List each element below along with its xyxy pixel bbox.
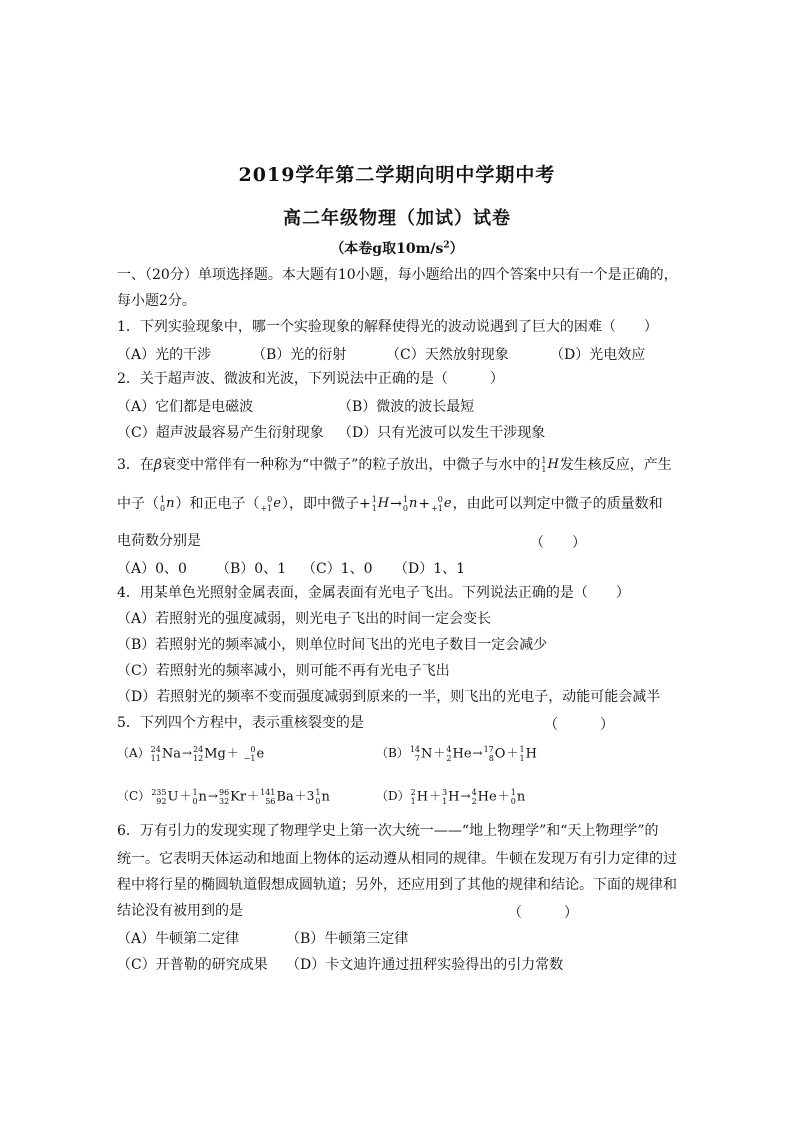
o17-nuclide: 17 8 O bbox=[483, 744, 506, 763]
q2-option-a: （A）它们都是电磁波 bbox=[117, 399, 254, 415]
q1-option-b: （B）光的衍射 bbox=[252, 347, 347, 363]
h3-nuclide: 3 1 H bbox=[442, 787, 460, 806]
q3-line1-b: 衰变中常伴有一种称为“中微子”的粒子放出，中微子与水中的 bbox=[162, 457, 541, 473]
eq-neutron: 1 0 n bbox=[402, 495, 418, 513]
q1-stem: 1．下列实验现象中，哪一个实验现象的解释使得光的波动说遇到了巨大的困难（ ） bbox=[117, 319, 658, 335]
q6-line4: 结论没有被用到的是 bbox=[117, 903, 243, 919]
q6-line1: 6．万有引力的发现实现了物理学史上第一次大统一——“地上物理学”和“天上物理学”的 bbox=[117, 823, 659, 839]
note-prefix: （本卷g取10m/s bbox=[330, 241, 444, 257]
he4-nuclide: 4 2 He bbox=[446, 744, 472, 763]
q4-option-d: （D）若照射光的频率不变而强度减弱到原来的一半，则飞出的光电子，动能可能会减半 bbox=[117, 689, 661, 705]
neutron-product-nuclide: 1 0 n bbox=[510, 787, 526, 806]
q1-option-c: （C）天然放射现象 bbox=[386, 347, 509, 363]
q5-d-label: （D） bbox=[376, 789, 410, 803]
q3-option-c: （C）1、0 bbox=[302, 561, 373, 577]
q4-option-b: （B）若照射光的频率减小，则单位时间飞出的光电子数目一定会减少 bbox=[117, 637, 548, 653]
exam-subtitle: 高二年级物理（加试）试卷 bbox=[283, 208, 511, 229]
q2-option-d: （D）只有光波可以发生干涉现象 bbox=[338, 425, 546, 441]
q5-option-c: （C） 235 92 U＋ 1 0 n→ 96 32 Kr＋ 141 56 Ba＋3 1 0 n bbox=[117, 787, 330, 806]
q6-option-d: （D）卡文迪许通过扭秤实验得出的引力常数 bbox=[286, 957, 564, 973]
eq-positron: 0 +1 e bbox=[431, 495, 452, 513]
q5-answer-paren: （ ） bbox=[544, 717, 614, 733]
q3-line1 bbox=[117, 456, 672, 474]
q3-answer-paren: （ ） bbox=[530, 535, 586, 551]
section1-line2: 每小题2分。 bbox=[117, 293, 196, 309]
u235-nuclide: 235 92 U bbox=[151, 787, 179, 806]
q5-c-label: （C） bbox=[117, 789, 151, 803]
neutron-nuclide: 1 0 n bbox=[160, 495, 175, 513]
n14-nuclide: 14 7 N bbox=[409, 744, 433, 763]
positron-nuclide: 0 +1 e bbox=[260, 495, 281, 513]
neutron-out-nuclide: 1 0 n bbox=[315, 787, 330, 806]
q1-option-a: （A）光的干涉 bbox=[117, 347, 212, 363]
h2-nuclide: 2 1 H bbox=[410, 787, 429, 806]
na-nuclide: 24 11 Na bbox=[150, 744, 181, 763]
note-suffix: ） bbox=[449, 241, 464, 257]
q2-stem: 2．关于超声波、微波和光波，下列说法中正确的是（ ） bbox=[117, 371, 504, 387]
note-sup: 2 bbox=[443, 240, 450, 251]
q2-option-b: （B）微波的波长最短 bbox=[338, 399, 475, 415]
q3-line2-d: ，由此可以判定中微子的质量数和 bbox=[452, 496, 663, 512]
mg-nuclide: 24 12 Mg bbox=[193, 744, 226, 763]
q3-line3: 电荷数分别是 bbox=[117, 533, 201, 549]
hydrogen-nuclide: 1 1 H bbox=[541, 456, 559, 474]
h1-nuclide: 1 1 H bbox=[519, 744, 537, 763]
q6-answer-paren: （ ） bbox=[508, 905, 578, 921]
q6-option-a: （A）牛顿第二定律 bbox=[117, 931, 240, 947]
q4-option-a: （A）若照射光的强度减弱，则光电子飞出的时间一定会变长 bbox=[117, 611, 492, 627]
q4-option-c: （C）若照射光的频率减小，则可能不再有光电子飞出 bbox=[117, 663, 450, 679]
q3-line2-b: ）和正电子（ bbox=[175, 496, 260, 512]
electron-nuclide: 0 −1 e bbox=[243, 744, 265, 763]
beta-symbol: β bbox=[153, 457, 163, 473]
q5-option-a: （A） 24 11 Na→ 24 12 Mg＋ 0 −1 e bbox=[117, 744, 265, 763]
exam-note bbox=[0, 238, 794, 258]
q5-b-label: （B） bbox=[376, 746, 409, 760]
exam-title: 2019学年第二学期向明中学期中考 bbox=[238, 164, 556, 186]
q5-option-b: （B） 14 7 N＋ 4 2 He→ 17 8 O＋ 1 1 H bbox=[376, 744, 537, 763]
q5-option-d: （D） 2 1 H＋ 3 1 H→ 4 2 He＋ 1 0 n bbox=[376, 787, 526, 806]
neutron-in-nuclide: 1 0 n bbox=[192, 787, 207, 806]
q3-line2: 中子（ 1 0 n）和正电子（ 0 +1 e），即中微子+ 1 1 H→ 1 0 n+ 0 +1 e，由此可以判定中微子的质量数和 bbox=[117, 495, 663, 513]
q6-line2: 统一。它表明天体运动和地面上物体的运动遵从相同的规律。牛顿在发现万有引力定律的过 bbox=[117, 851, 677, 867]
q1-option-d: （D）光电效应 bbox=[550, 347, 646, 363]
he4-product-nuclide: 4 2 He bbox=[471, 787, 497, 806]
q3-line2-a: 中子（ bbox=[117, 496, 159, 512]
q3-option-a: （A）0、0 bbox=[117, 561, 187, 577]
q6-option-c: （C）开普勒的研究成果 bbox=[117, 957, 268, 973]
q3-line2-c: ），即中微子+ bbox=[281, 496, 371, 512]
q3-option-b: （B）0、1 bbox=[216, 561, 287, 577]
q3-line1-a: 3．在 bbox=[117, 457, 154, 473]
eq-hydrogen: 1 1 H bbox=[371, 495, 390, 513]
q6-line3: 程中将行星的椭圆轨道假想成圆轨道；另外，还应用到了其他的规律和结论。下面的规律和 bbox=[117, 877, 677, 893]
q5-stem: 5．下列四个方程中，表示重核裂变的是 bbox=[117, 715, 364, 731]
q4-stem: 4．用某单色光照射金属表面，金属表面有光电子飞出。下列说法正确的是（ ） bbox=[117, 585, 630, 601]
q3-line1-c: 发生核反应，产生 bbox=[559, 457, 672, 473]
q3-option-d: （D）1、1 bbox=[394, 561, 466, 577]
section1-line1: 一、（20分）单项选择题。本大题有10小题，每小题给出的四个答案中只有一个是正确的， bbox=[117, 267, 678, 283]
kr96-nuclide: 96 32 Kr bbox=[218, 787, 247, 806]
q5-a-label: （A） bbox=[117, 746, 150, 760]
ba141-nuclide: 141 56 Ba bbox=[260, 787, 294, 806]
q6-option-b: （B）牛顿第三定律 bbox=[286, 931, 409, 947]
q2-option-c: （C）超声波最容易产生衍射现象 bbox=[117, 425, 324, 441]
